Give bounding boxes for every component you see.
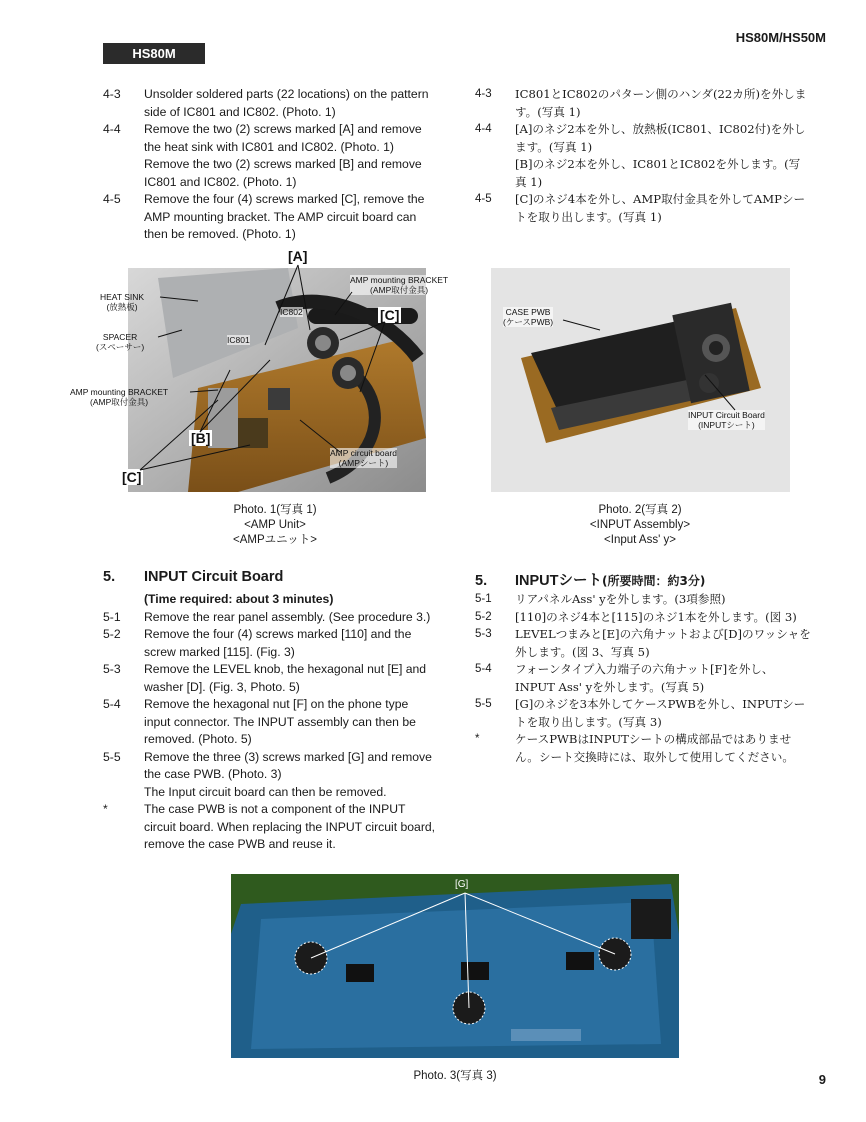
page-number: 9 (818, 1072, 826, 1087)
step-row: 5-4 フォーンタイプ入力端子の六角ナット[F]を外し、INPUT Ass' yを外します。(写真 5) (475, 662, 774, 694)
label-g: [G] (455, 879, 469, 890)
step-row: 5-5 [G]のネジを3本外してケースPWBを外し、INPUTシートを取り出します。(写真 3) (475, 697, 806, 729)
label-c-lower: [C] (122, 469, 142, 485)
section5-steps-jp (475, 591, 811, 766)
step-row: Remove the two (2) screws marked [B] and remove IC801 and IC802. (Photo. 1) (144, 157, 422, 189)
step-row: 5-1 リアパネルAss' yを外します。(3項参照) (475, 592, 726, 606)
model-tag: HS80M (103, 43, 205, 64)
label-a: [A] (288, 248, 308, 264)
photo1-caption: Photo. 1(写真 1) <AMP Unit> <AMPユニット> (233, 504, 317, 546)
step-row: 4-3 IC801とIC802のパターン側のハンダ(22カ所)を外します。(写真 1) (475, 87, 807, 119)
label-ic801: IC801 (227, 335, 250, 345)
step-row: [B]のネジ2本を外し、IC801とIC802を外します。(写真 1) (515, 157, 801, 189)
label-heat-sink: HEAT SINK (放熱板) (100, 292, 145, 312)
label-b: [B] (191, 430, 211, 446)
photo-input-assembly (491, 268, 790, 492)
input-assembly-photo (491, 268, 790, 492)
photo-input-board (231, 874, 679, 1058)
step-row: 5-1 Remove the rear panel assembly. (See procedure 3.) (103, 609, 431, 624)
photo3-caption: Photo. 3(写真 3) (413, 1070, 497, 1082)
label-bracket-top: AMP mounting BRACKET (AMP取付金具) (350, 275, 449, 295)
section5-title-jp: 5. INPUTシート(所要時間：約3分) (475, 573, 706, 589)
label-amp-board: AMP circuit board (AMPシート) (330, 448, 397, 468)
steps-top-jp (475, 86, 811, 226)
steps-top-en (103, 86, 437, 244)
step-row: 4-5 [C]のネジ4本を外し、AMP取付金具を外してAMPシートを取り出します。(写真 1) (475, 192, 806, 224)
label-case-pwb: CASE PWB (ケースPWB) (503, 307, 554, 327)
label-ic802: IC802 (280, 307, 303, 317)
label-c-upper: [C] (380, 307, 400, 323)
section5-title-en: 5. INPUT Circuit Board (103, 569, 284, 585)
step-row: The Input circuit board can then be removed. (144, 784, 387, 799)
step-row: 5-5 Remove the three (3) screws marked [G] and remove the case PWB. (Photo. 3) (103, 749, 432, 781)
step-row: 5-4 Remove the hexagonal nut [F] on the phone type input connector. The INPUT assembly can then be removed. (Photo. 5) (103, 697, 416, 746)
step-row: 4-4 Remove the two (2) screws marked [A] and remove the heat sink with IC801 and IC802. (Photo. 1) (103, 122, 422, 154)
step-row: 5-2 Remove the four (4) screws marked [110] and the screw marked [115]. (Fig. 3) (103, 627, 412, 659)
step-row: 4-4 [A]のネジ2本を外し、放熱板(IC801、IC802付)を外します。(写真 1) (475, 122, 806, 154)
note-row: * The case PWB is not a component of the INPUT circuit board. When replacing the INPUT circuit board, remove the case PWB and reuse it. (103, 802, 436, 851)
photo2-caption: Photo. 2(写真 2) <INPUT Assembly> <Input Ass' y> (589, 504, 691, 546)
note-row: * ケースPWBはINPUTシートの構成部品ではありません。シート交換時には、取外して使用してください。 (475, 732, 794, 764)
label-bracket-left: AMP mounting BRACKET (AMP取付金具) (70, 387, 169, 407)
step-row: 5-3 LEVELつまみと[E]の六角ナットおよび[D]のワッシャを外します。(図 3、写真 5) (475, 627, 811, 659)
section5-steps-en (103, 591, 437, 854)
time-required: (Time required: about 3 minutes) (144, 592, 334, 606)
step-row: 5-2 [110]のネジ4本と[115]のネジ1本を外します。(図 3) (475, 609, 797, 624)
step-row: 5-3 Remove the LEVEL knob, the hexagonal nut [E] and washer [D]. (Fig. 3, Photo. 5) (103, 662, 427, 694)
models-header: HS80M/HS50M (735, 30, 826, 45)
label-spacer: SPACER (スペーサー) (96, 332, 145, 352)
step-row: 4-3 Unsolder soldered parts (22 locations) on the pattern side of IC801 and IC802. (Photo. 1) (103, 87, 429, 119)
input-board-photo (231, 874, 679, 1058)
step-row: 4-5 Remove the four (4) screws marked [C], remove the AMP mounting bracket. The AMP circuit board can then be removed. (Photo. 1) (103, 192, 425, 241)
label-input-board: INPUT Circuit Board (INPUTシート) (688, 410, 765, 430)
